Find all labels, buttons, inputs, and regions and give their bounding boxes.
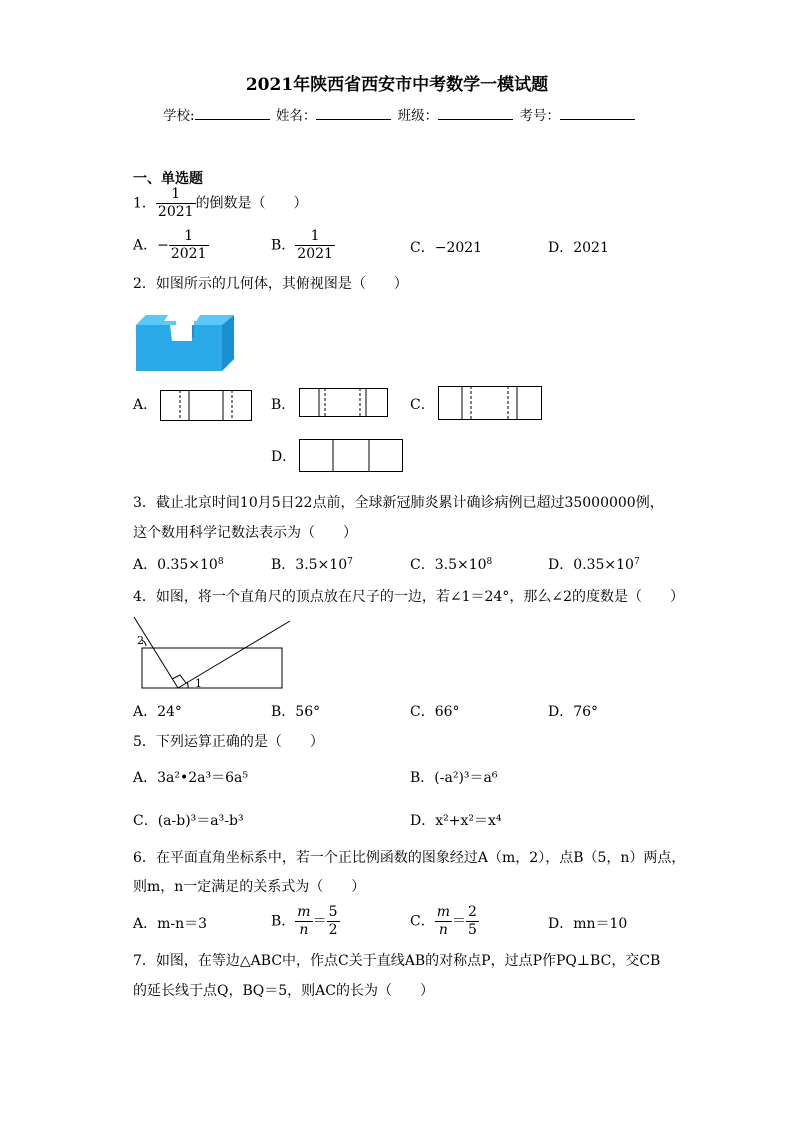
question-6-line-2: 则m，n一定满足的关系式为（ ） xyxy=(133,879,366,895)
fraction xyxy=(295,904,312,939)
q2-option-b[interactable]: B． xyxy=(271,397,296,413)
option-b-top-view xyxy=(299,388,389,418)
fraction xyxy=(327,904,340,939)
denominator: 2021 xyxy=(170,246,207,262)
q3-option-c[interactable] xyxy=(410,554,492,576)
denominator: 2021 xyxy=(157,204,194,220)
numerator: 1 xyxy=(156,186,196,204)
q5-option-a[interactable]: A．3a²•2a³＝6a⁵ xyxy=(133,770,248,786)
q4-option-a[interactable]: A．24° xyxy=(133,704,182,720)
q6-option-b[interactable] xyxy=(271,904,340,939)
option-text: A．0.35×10 xyxy=(133,557,218,573)
option-label: B． xyxy=(271,237,296,254)
q6-option-d[interactable]: D．mn＝10 xyxy=(548,916,628,932)
q1-option-c[interactable]: C．−2021 xyxy=(410,240,483,256)
class-label: 班级： xyxy=(397,108,439,124)
question-7-line-1: 7．如图，在等边△ABC中，作点C关于直线AB的对称点P，过点P作PQ⊥BC，交CB xyxy=(133,953,661,969)
denominator: 2021 xyxy=(297,246,333,262)
exponent: 8 xyxy=(486,557,493,567)
q1-option-a[interactable] xyxy=(133,228,209,263)
numerator: 1 xyxy=(295,228,335,246)
fraction xyxy=(169,228,209,263)
ruler-triangle-figure xyxy=(130,615,295,695)
q1-option-d[interactable]: D．2021 xyxy=(548,240,609,256)
q5-option-d[interactable]: D．x²+x²＝x⁴ xyxy=(410,813,502,829)
question-3-line-1: 3．截止北京时间10月5日22点前，全球新冠肺炎累计确诊病例已超过35000000例， xyxy=(133,495,664,511)
minus-sign: − xyxy=(157,237,169,254)
q2-option-a[interactable]: A． xyxy=(133,397,158,413)
question-3-line-2: 这个数用科学记数法表示为（ ） xyxy=(133,525,357,541)
option-d-top-view xyxy=(299,439,404,473)
equals: ＝ xyxy=(312,913,327,930)
q4-option-b[interactable]: B．56° xyxy=(271,704,321,720)
q1-option-b[interactable] xyxy=(271,228,335,263)
solid-figure-image xyxy=(136,313,236,373)
angle-label-2: 2 xyxy=(137,634,144,647)
question-4: 4．如图，将一个直角尺的顶点放在尺子的一边，若∠1＝24°，那么∠2的度数是（ ） xyxy=(133,589,684,605)
numerator: m xyxy=(297,904,311,920)
exponent: 7 xyxy=(633,557,640,567)
option-text: D．0.35×10 xyxy=(548,557,634,573)
name-blank[interactable] xyxy=(316,105,391,120)
option-a-top-view xyxy=(160,390,253,422)
option-c-top-view xyxy=(438,386,543,421)
option-text: B．3.5×10 xyxy=(271,557,348,573)
question-6-line-1: 6．在平面直角坐标系中，若一个正比例函数的图象经过A（m，2），点B（5，n）两点， xyxy=(133,850,686,866)
q3-option-a[interactable] xyxy=(133,554,224,576)
fraction xyxy=(466,904,479,939)
q2-option-c[interactable]: C． xyxy=(410,397,435,413)
numerator: 1 xyxy=(169,228,209,246)
denominator: 2 xyxy=(328,922,338,938)
exponent: 7 xyxy=(347,557,353,567)
fraction xyxy=(435,904,452,939)
question-2: 2．如图所示的几何体，其俯视图是（ ） xyxy=(133,276,408,292)
q3-option-d[interactable] xyxy=(548,554,640,576)
class-blank[interactable] xyxy=(438,105,513,120)
student-info-line xyxy=(163,104,637,124)
question-number: 1． xyxy=(133,195,156,212)
numerator: m xyxy=(436,904,450,920)
q5-option-b[interactable]: B．(-a²)³＝a⁶ xyxy=(410,770,498,786)
q6-option-a[interactable]: A．m-n＝3 xyxy=(133,916,208,932)
question-5: 5．下列运算正确的是（ ） xyxy=(133,734,324,750)
option-label: A． xyxy=(133,237,158,254)
q4-option-d[interactable]: D．76° xyxy=(548,704,599,720)
angle-label-1: 1 xyxy=(195,677,202,690)
denominator: n xyxy=(299,922,309,938)
fraction xyxy=(156,186,196,221)
option-label: B． xyxy=(271,913,296,930)
school-label: 学校: xyxy=(163,108,195,124)
denominator: 5 xyxy=(468,922,477,938)
section-heading: 一、单选题 xyxy=(133,171,203,187)
equals: ＝ xyxy=(452,913,466,930)
q2-option-d[interactable]: D． xyxy=(271,449,297,465)
numerator: 2 xyxy=(468,904,477,920)
question-7-line-2: 的延长线于点Q，BQ＝5，则AC的长为（ ） xyxy=(133,983,434,999)
fraction xyxy=(295,228,335,263)
question-text: 的倒数是（ ） xyxy=(195,195,308,212)
question-1 xyxy=(133,186,308,221)
option-text: C．3.5×10 xyxy=(410,557,487,573)
q6-option-c[interactable] xyxy=(410,904,479,939)
q4-option-c[interactable]: C．66° xyxy=(410,704,460,720)
page-title: 2021年陕西省西安市中考数学一模试题 xyxy=(245,75,549,95)
school-blank[interactable] xyxy=(195,105,270,120)
q5-option-c[interactable]: C．(a-b)³＝a³-b³ xyxy=(133,813,244,829)
denominator: n xyxy=(438,922,448,938)
option-label: C． xyxy=(410,913,435,930)
name-label: 姓名： xyxy=(275,108,317,124)
numerator: 5 xyxy=(328,904,338,920)
exam-no-blank[interactable] xyxy=(560,105,635,120)
exam-no-label: 考号： xyxy=(519,108,560,124)
exponent: 8 xyxy=(217,557,224,567)
q3-option-b[interactable] xyxy=(271,554,353,576)
